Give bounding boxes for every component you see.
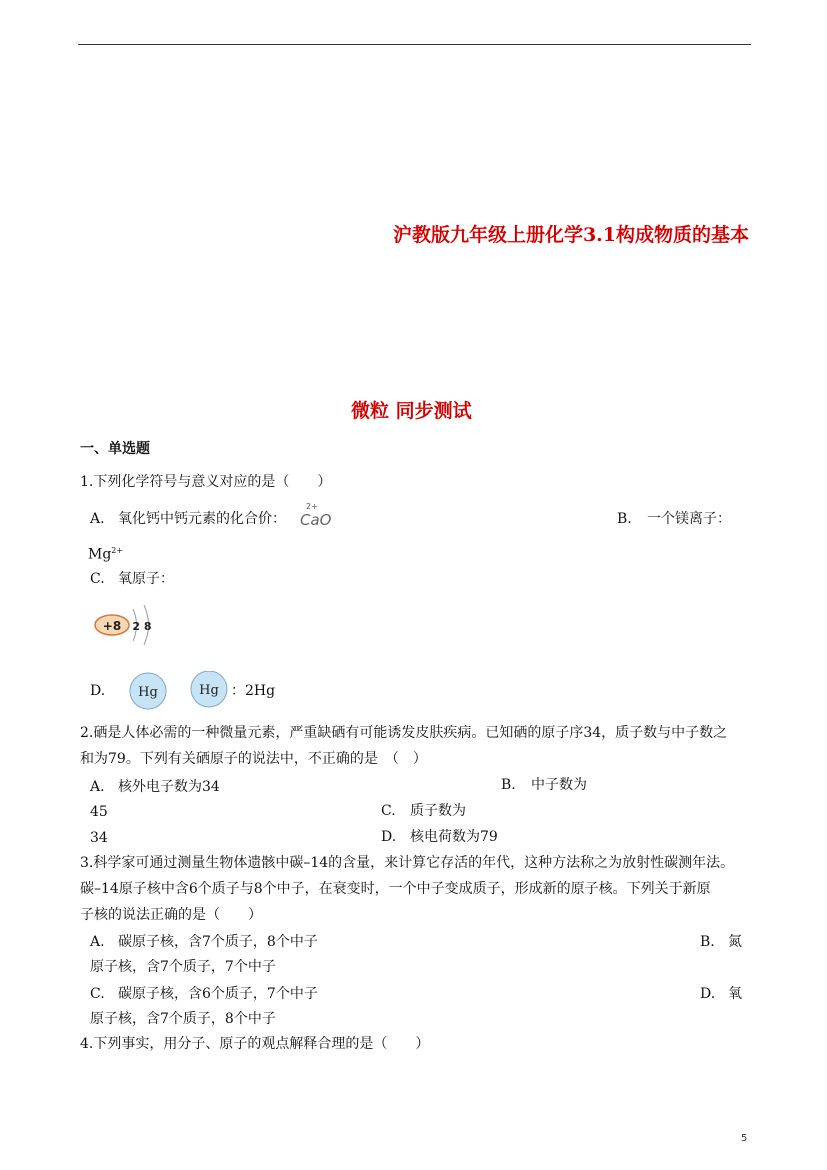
q3-stem-line2: 碳–14原子核中含6个质子与8个中子，在衰变时，一个中子变成质子，形成新的原子核。下列关于新原 bbox=[80, 881, 711, 897]
hg-atom-1-label: Hg bbox=[138, 685, 158, 700]
page-number: 5 bbox=[741, 1133, 748, 1144]
mg-superscript: 2+ bbox=[111, 546, 124, 555]
q2-stem-line1: 2.硒是人体必需的一种微量元素，严重缺硒有可能诱发皮肤疾病。已知硒的原子序34，质子数与中子数之 bbox=[80, 725, 728, 741]
q3-option-a-label: A. bbox=[90, 934, 105, 950]
q1-option-d-label: D. bbox=[90, 683, 106, 699]
document-title-line1: 沪教版九年级上册化学3.1构成物质的基本 bbox=[392, 224, 749, 246]
q2-option-c-value: 34 bbox=[90, 830, 108, 846]
q3-stem-line3: 子核的说法正确的是（ ） bbox=[80, 907, 262, 923]
q2-option-a-text: 核外电子数为34 bbox=[118, 779, 220, 795]
q3-option-d-text: 氧 bbox=[728, 986, 742, 1002]
q3-option-d-continuation: 原子核，含7个质子，8个中子 bbox=[90, 1011, 276, 1027]
shell-electrons: 2 8 bbox=[132, 620, 152, 633]
q1-option-c-label: C. bbox=[90, 571, 105, 587]
q2-option-b-value: 45 bbox=[90, 804, 108, 820]
q2-option-a-label: A. bbox=[90, 779, 105, 795]
q3-option-c-text: 碳原子核，含6个质子，7个中子 bbox=[118, 986, 318, 1002]
q3-option-b-label: B. bbox=[700, 934, 715, 950]
q4-stem: 4.下列事实，用分子、原子的观点解释合理的是（ ） bbox=[80, 1036, 430, 1052]
q2-stem-line2: 和为79。下列有关硒原子的说法中，不正确的是 （ ） bbox=[80, 751, 427, 767]
q1-option-a-label: A. bbox=[90, 511, 105, 527]
q2-option-d-text: 核电荷数为79 bbox=[410, 829, 498, 845]
q1-option-b-label: B. bbox=[617, 511, 632, 527]
oxygen-atom-structure-diagram bbox=[92, 603, 162, 647]
q1-option-b-formula bbox=[88, 542, 123, 564]
mg-base: Mg bbox=[88, 546, 112, 563]
q2-option-c-text: 质子数为 bbox=[410, 803, 466, 819]
q1-option-c-text: 氧原子： bbox=[118, 571, 174, 587]
q2-option-b-text: 中子数为 bbox=[531, 777, 587, 793]
q3-option-a-text: 碳原子核，含7个质子，8个中子 bbox=[118, 934, 318, 950]
q1-option-a-formula: CaO bbox=[300, 511, 332, 529]
q1-option-a-charge: 2+ bbox=[306, 502, 318, 511]
section-heading: 一、单选题 bbox=[80, 441, 150, 457]
nucleus-charge: +8 bbox=[102, 619, 122, 633]
hg-atom-2-label: Hg bbox=[199, 683, 219, 698]
q1-option-a-text: 氧化钙中钙元素的化合价： bbox=[118, 511, 286, 527]
q1-option-b-text: 一个镁离子： bbox=[647, 511, 731, 527]
q3-option-b-continuation: 原子核，含7个质子，7个中子 bbox=[90, 959, 276, 975]
mercury-atoms-diagram bbox=[128, 671, 228, 711]
q3-option-b-text: 氮 bbox=[728, 934, 742, 950]
document-title-line2: 微粒 同步测试 bbox=[351, 400, 472, 422]
q2-option-d-label: D. bbox=[381, 829, 397, 845]
q2-option-c-label: C. bbox=[381, 803, 396, 819]
q3-option-c-label: C. bbox=[90, 986, 105, 1002]
q2-option-b-label: B. bbox=[501, 777, 516, 793]
header-rule bbox=[78, 44, 751, 45]
q3-stem-line1: 3.科学家可通过测量生物体遗骸中碳–14的含量，来计算它存活的年代，这种方法称之为放射性碳测年法。 bbox=[80, 855, 735, 871]
q1-option-d-text: ：2Hg bbox=[231, 683, 276, 699]
q1-stem: 1.下列化学符号与意义对应的是（ ） bbox=[80, 474, 332, 490]
q3-option-d-label: D. bbox=[700, 986, 716, 1002]
